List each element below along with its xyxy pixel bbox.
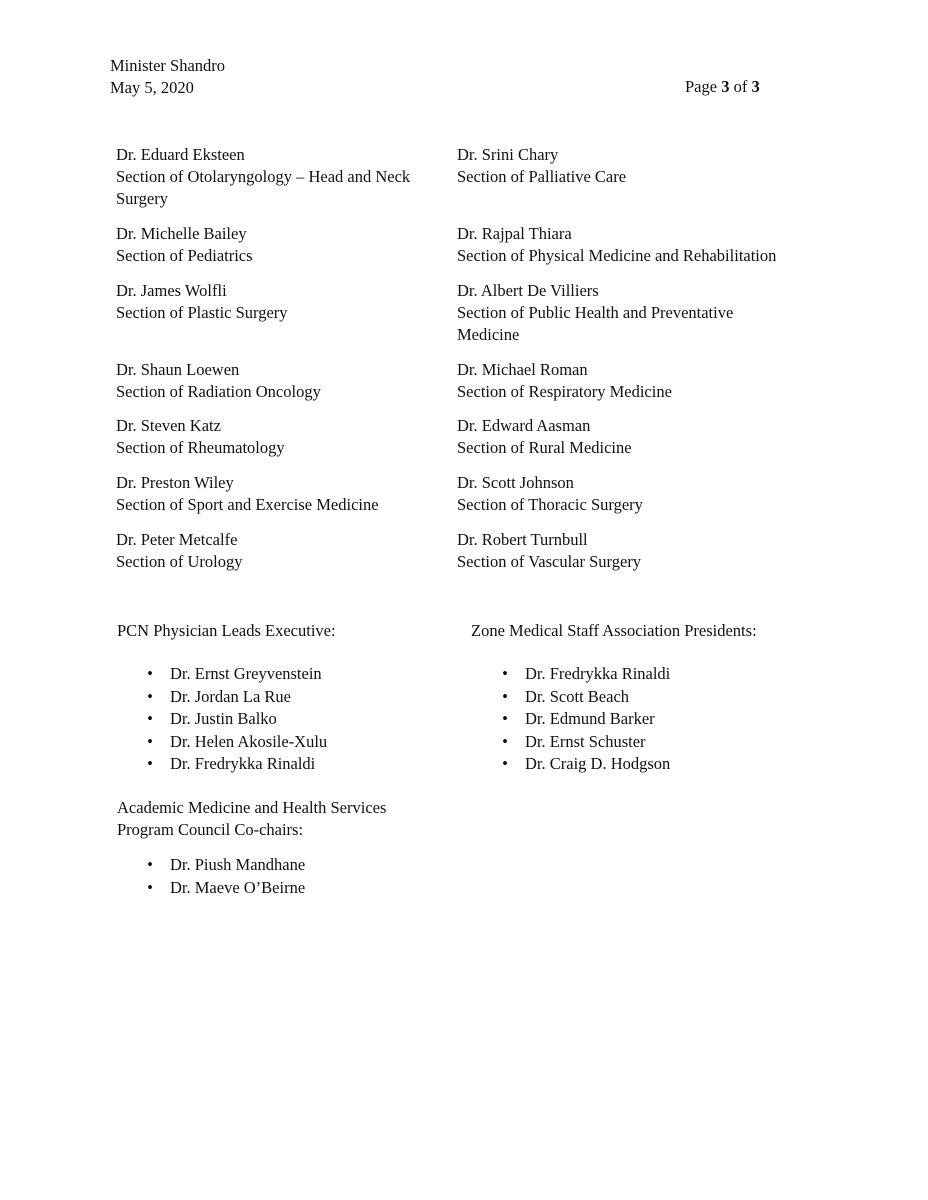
physician-name: Dr. Steven Katz bbox=[116, 416, 221, 435]
physician-name: Dr. Eduard Eksteen bbox=[116, 145, 245, 164]
zone-member-list bbox=[499, 663, 670, 776]
academic-member-list bbox=[144, 854, 305, 899]
bullet-icon: • bbox=[147, 709, 153, 728]
list-item bbox=[116, 144, 416, 210]
physician-name: Dr. Michael Roman bbox=[457, 360, 588, 379]
section-name: Section of Urology bbox=[116, 552, 243, 571]
bullet-icon: • bbox=[502, 731, 508, 751]
list-item bbox=[116, 280, 456, 324]
list-item bbox=[116, 472, 456, 516]
list-item bbox=[457, 359, 827, 403]
list-item bbox=[116, 359, 456, 403]
list-item bbox=[116, 223, 456, 267]
section-name: Section of Vascular Surgery bbox=[457, 552, 642, 571]
section-name: Section of Radiation Oncology bbox=[116, 382, 321, 401]
bullet-icon: • bbox=[147, 686, 153, 706]
list-item bbox=[116, 529, 456, 573]
list-item bbox=[457, 415, 827, 459]
physician-name: Dr. Albert De Villiers bbox=[457, 281, 599, 300]
pcn-member-list bbox=[144, 663, 327, 776]
bullet-icon: • bbox=[502, 709, 508, 728]
page-total: 3 bbox=[751, 77, 760, 96]
list-item: • Dr. Helen Akosile-Xulu bbox=[144, 731, 327, 754]
page-number: Page 3 of 3 bbox=[685, 77, 760, 96]
bullet-icon: • bbox=[147, 855, 153, 874]
bullet-icon: • bbox=[147, 664, 153, 683]
list-item: • Dr. Maeve O’Beirne bbox=[144, 877, 305, 900]
list-item: • Dr. Edmund Barker bbox=[499, 708, 670, 731]
physician-name: Dr. James Wolfli bbox=[116, 281, 227, 300]
section-name: Section of Thoracic Surgery bbox=[457, 495, 643, 514]
letter-date: May 5, 2020 bbox=[110, 78, 194, 97]
section-name: Section of Palliative Care bbox=[457, 167, 627, 186]
list-item: • Dr. Ernst Greyvenstein bbox=[144, 663, 327, 686]
bullet-icon: • bbox=[502, 664, 508, 683]
list-item bbox=[457, 529, 827, 573]
section-name: Section of Sport and Exercise Medicine bbox=[116, 495, 379, 514]
pcn-group-title: PCN Physician Leads Executive: bbox=[117, 621, 336, 640]
letter-header bbox=[110, 55, 225, 99]
list-item bbox=[457, 472, 827, 516]
recipient-name: Minister Shandro bbox=[110, 56, 226, 75]
physician-name: Dr. Peter Metcalfe bbox=[116, 530, 238, 549]
list-item: • Dr. Fredrykka Rinaldi bbox=[144, 753, 327, 776]
list-item: • Dr. Jordan La Rue bbox=[144, 686, 327, 709]
list-item: • Dr. Scott Beach bbox=[499, 686, 670, 709]
list-item: • Dr. Fredrykka Rinaldi bbox=[499, 663, 670, 686]
academic-group-title: Academic Medicine and Health Services Program Council Co-chairs: bbox=[117, 798, 387, 839]
physician-name: Dr. Preston Wiley bbox=[116, 473, 234, 492]
bullet-icon: • bbox=[502, 686, 508, 706]
section-name: Section of Physical Medicine and Rehabilitation bbox=[457, 246, 777, 265]
list-item bbox=[116, 415, 456, 459]
list-item bbox=[457, 144, 827, 188]
bullet-icon: • bbox=[147, 754, 153, 773]
section-name: Section of Rural Medicine bbox=[457, 438, 632, 457]
bullet-icon: • bbox=[502, 754, 508, 773]
physician-name: Dr. Robert Turnbull bbox=[457, 530, 588, 549]
section-name: Section of Otolaryngology – Head and Neck Surgery bbox=[116, 167, 411, 208]
physician-name: Dr. Michelle Bailey bbox=[116, 224, 247, 243]
physician-name: Dr. Edward Aasman bbox=[457, 416, 591, 435]
list-item bbox=[457, 280, 787, 346]
list-item: • Dr. Ernst Schuster bbox=[499, 731, 670, 754]
section-name: Section of Rheumatology bbox=[116, 438, 285, 457]
list-item: • Dr. Justin Balko bbox=[144, 708, 327, 731]
physician-name: Dr. Srini Chary bbox=[457, 145, 559, 164]
bullet-icon: • bbox=[147, 731, 153, 751]
zone-group-title: Zone Medical Staff Association Presidents: bbox=[471, 621, 757, 640]
section-name: Section of Public Health and Preventative Medicine bbox=[457, 303, 734, 344]
section-name: Section of Pediatrics bbox=[116, 246, 253, 265]
page-current: 3 bbox=[721, 77, 730, 96]
physician-name: Dr. Shaun Loewen bbox=[116, 360, 240, 379]
list-item: • Dr. Craig D. Hodgson bbox=[499, 753, 670, 776]
list-item bbox=[457, 223, 827, 267]
physician-name: Dr. Scott Johnson bbox=[457, 473, 574, 492]
physician-name: Dr. Rajpal Thiara bbox=[457, 224, 572, 243]
section-name: Section of Plastic Surgery bbox=[116, 303, 288, 322]
list-item: • Dr. Piush Mandhane bbox=[144, 854, 305, 877]
section-name: Section of Respiratory Medicine bbox=[457, 382, 672, 401]
bullet-icon: • bbox=[147, 877, 153, 897]
